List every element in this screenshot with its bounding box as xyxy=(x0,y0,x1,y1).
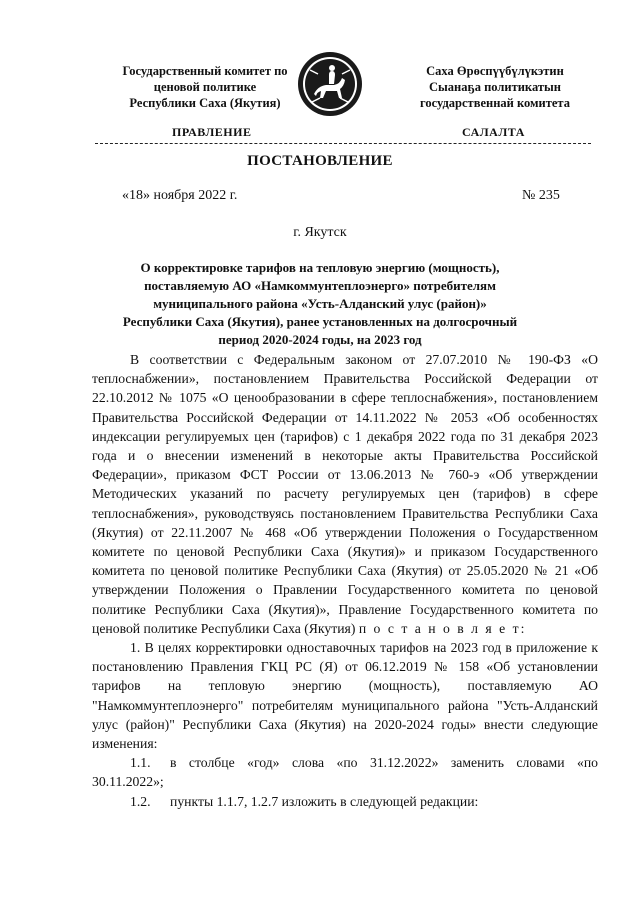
item-1-2-paragraph xyxy=(92,792,598,811)
subject-line: поставляемую АО «Намкоммунтеплоэнерго» потребителям xyxy=(144,278,496,293)
header-right-line: государственнай комитета xyxy=(420,96,570,110)
item-1-1-number: 1.1. xyxy=(130,755,151,771)
document-title: ПОСТАНОВЛЕНИЕ xyxy=(247,153,393,169)
header-left-line: Государственный комитет по xyxy=(122,64,288,78)
dept-label-ru: ПРАВЛЕНИЕ xyxy=(172,125,252,139)
dept-label-sah: САЛАЛТА xyxy=(462,125,525,139)
document-date: «18» ноября 2022 г. xyxy=(122,188,238,203)
header-right-line: Саха Өрөспүүбүлүкэтин xyxy=(426,64,564,78)
preamble-paragraph xyxy=(92,350,598,638)
subject-line: О корректировке тарифов на тепловую энергию (мощность), xyxy=(140,260,500,275)
item-1-2-text: пункты 1.1.7, 1.2.7 изложить в следующей редакции: xyxy=(170,793,479,809)
preamble-text: В соответствии с Федеральным законом от 27.07.2010 № 190-ФЗ «О теплоснабжении», постановлением Правительства Российской Федерации от 22.10.2012 № 1075 «О ценообразовании в сфере теплоснабжения», постановлением Правительства Российской Федерации от 14.11.2022 № 2053 «Об особенностях индексации регулируемых цен (тарифов) с 1 декабря 2022 года по 31 декабря 2023 года и о внесении изменений в некоторые акты Правительства Российской Федерации», приказом ФСТ России от 13.06.2013 № 760-э «Об утверждении Методических указаний по расчету регулируемых цен (тарифов) в сфере теплоснабжения», руководствуясь постановлением Правительства Республики Саха (Якутия) от 22.11.2007 № 468 «Об утверждении Положения о Государственном комитете по ценовой Республики Саха (Якутия)» и приказом Государственного комитета по ценовой политике Республики Саха (Якутия) от 25.05.2020 № 21 «Об утверждении Положения о Правлении Государственного комитета по ценовой политике Республики Саха (Якутия)», Правление Государственного комитета по ценовой политике Республики Саха (Якутия) xyxy=(92,352,598,636)
item-1-1-text: в столбце «год» слова «по 31.12.2022» заменить словами «по 30.11.2022»; xyxy=(92,755,598,790)
header-left-line: ценовой политике xyxy=(153,80,257,94)
header-divider xyxy=(95,143,591,144)
document-city: г. Якутск xyxy=(293,225,347,240)
header-right-line: Сыанаҕа политикатын xyxy=(429,80,561,94)
decree-word: п о с т а н о в л я е т: xyxy=(358,620,527,636)
document-body xyxy=(92,350,598,811)
document-number: № 235 xyxy=(522,188,560,203)
subject-line: период 2020-2024 годы, на 2023 год xyxy=(218,332,422,347)
sakha-republic-emblem-icon xyxy=(296,50,364,118)
subject-line: муниципального района «Усть-Алданский улус (район)» xyxy=(153,296,487,311)
item-1-paragraph: 1. В целях корректировки одноставочных тарифов на 2023 год в приложение к постановлению Правления ГКЦ РС (Я) от 06.12.2019 № 158 «Об установлении тарифов на тепловую энергию (мощность), поставляемую АО "Намкоммунтеплоэнерго" потребителям муниципального района "Усть-Алданский улус (район)" Республики Саха (Якутия) на 2020-2024 годы» внести следующие изменения: xyxy=(92,640,598,752)
header-right-org-name xyxy=(385,63,605,111)
header-left-line: Республики Саха (Якутия) xyxy=(129,96,281,110)
header-left-org-name xyxy=(95,63,315,111)
subject-line: Республики Саха (Якутия), ранее установленных на долгосрочный xyxy=(122,314,518,329)
document-subject xyxy=(110,259,530,349)
item-1-1-paragraph xyxy=(92,753,598,791)
item-1-2-number: 1.2. xyxy=(130,793,151,809)
